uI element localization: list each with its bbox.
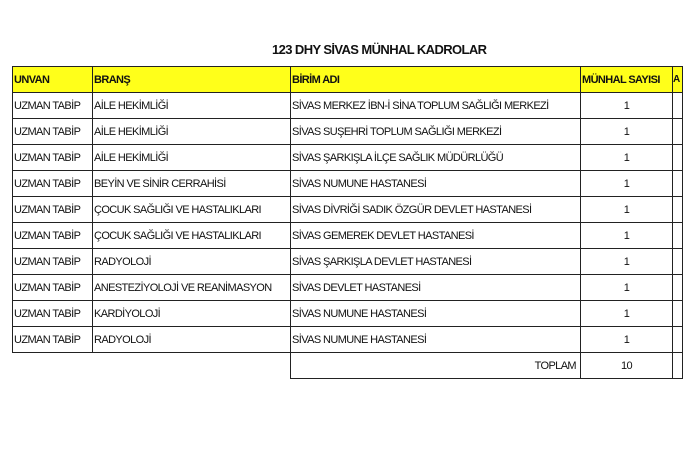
cell-munhal-sayisi: 1 <box>581 223 673 249</box>
cell-brans: ÇOCUK SAĞLIĞI VE HASTALIKLARI <box>93 197 291 223</box>
cell-unvan: UZMAN TABİP <box>13 171 93 197</box>
cell-cut-column <box>673 197 683 223</box>
table-row <box>13 327 683 353</box>
cell-cut-column <box>673 249 683 275</box>
cell-munhal-sayisi: 1 <box>581 119 673 145</box>
cell-unvan: UZMAN TABİP <box>13 275 93 301</box>
header-row <box>13 67 683 93</box>
cell-unvan: UZMAN TABİP <box>13 93 93 119</box>
header-brans: BRANŞ <box>93 67 291 93</box>
cell-cut-column <box>673 93 683 119</box>
cell-cut-column <box>673 145 683 171</box>
cell-brans: KARDİYOLOJİ <box>93 301 291 327</box>
cell-birim-adi: SİVAS DEVLET HASTANESİ <box>291 275 581 301</box>
header-cut-column: A <box>673 67 683 93</box>
cell-cut-column <box>673 327 683 353</box>
cell-birim-adi: SİVAS DİVRİĞİ SADIK ÖZGÜR DEVLET HASTANESİ <box>291 197 581 223</box>
page-title: 123 DHY SİVAS MÜNHAL KADROLAR <box>272 42 487 57</box>
cell-cut-column <box>673 171 683 197</box>
cell-cut-column <box>673 353 683 379</box>
cell-birim-adi: SİVAS NUMUNE HASTANESİ <box>291 327 581 353</box>
header-munhal-sayisi: MÜNHAL SAYISI <box>581 67 673 93</box>
total-row <box>13 353 683 379</box>
cell-unvan: UZMAN TABİP <box>13 197 93 223</box>
table-row <box>13 301 683 327</box>
cell-birim-adi: SİVAS MERKEZ İBN-İ SİNA TOPLUM SAĞLIĞI MERKEZİ <box>291 93 581 119</box>
cell-munhal-sayisi: 1 <box>581 327 673 353</box>
cell-cut-column <box>673 119 683 145</box>
vacancy-table <box>12 66 683 379</box>
cell-brans: AİLE HEKİMLİĞİ <box>93 93 291 119</box>
cell-brans: BEYİN VE SİNİR CERRAHİSİ <box>93 171 291 197</box>
cell-unvan: UZMAN TABİP <box>13 249 93 275</box>
header-unvan: UNVAN <box>13 67 93 93</box>
total-label: TOPLAM <box>291 353 581 379</box>
table-row <box>13 93 683 119</box>
cell-brans: AİLE HEKİMLİĞİ <box>93 119 291 145</box>
cell-birim-adi: SİVAS NUMUNE HASTANESİ <box>291 171 581 197</box>
table-row <box>13 223 683 249</box>
cell-munhal-sayisi: 1 <box>581 145 673 171</box>
cell-munhal-sayisi: 1 <box>581 93 673 119</box>
cell-birim-adi: SİVAS ŞARKIŞLA DEVLET HASTANESİ <box>291 249 581 275</box>
cell-unvan: UZMAN TABİP <box>13 301 93 327</box>
total-value: 10 <box>581 353 673 379</box>
cell-cut-column <box>673 275 683 301</box>
cell-brans: RADYOLOJİ <box>93 249 291 275</box>
cell-munhal-sayisi: 1 <box>581 301 673 327</box>
table-row <box>13 197 683 223</box>
cell-cut-column <box>673 301 683 327</box>
blank-cell <box>93 353 291 379</box>
table-row <box>13 249 683 275</box>
blank-cell <box>13 353 93 379</box>
cell-brans: ÇOCUK SAĞLIĞI VE HASTALIKLARI <box>93 223 291 249</box>
cell-munhal-sayisi: 1 <box>581 197 673 223</box>
cell-unvan: UZMAN TABİP <box>13 119 93 145</box>
cell-birim-adi: SİVAS NUMUNE HASTANESİ <box>291 301 581 327</box>
cell-unvan: UZMAN TABİP <box>13 145 93 171</box>
table-row <box>13 275 683 301</box>
cell-brans: AİLE HEKİMLİĞİ <box>93 145 291 171</box>
table-row <box>13 145 683 171</box>
cell-munhal-sayisi: 1 <box>581 275 673 301</box>
cell-munhal-sayisi: 1 <box>581 171 673 197</box>
table-row <box>13 119 683 145</box>
cell-munhal-sayisi: 1 <box>581 249 673 275</box>
cell-brans: RADYOLOJİ <box>93 327 291 353</box>
cell-unvan: UZMAN TABİP <box>13 223 93 249</box>
table-row <box>13 171 683 197</box>
cell-birim-adi: SİVAS ŞARKIŞLA İLÇE SAĞLIK MÜDÜRLÜĞÜ <box>291 145 581 171</box>
cell-cut-column <box>673 223 683 249</box>
cell-brans: ANESTEZİYOLOJİ VE REANİMASYON <box>93 275 291 301</box>
cell-unvan: UZMAN TABİP <box>13 327 93 353</box>
header-birim-adi: BİRİM ADI <box>291 67 581 93</box>
cell-birim-adi: SİVAS GEMEREK DEVLET HASTANESİ <box>291 223 581 249</box>
cell-birim-adi: SİVAS SUŞEHRİ TOPLUM SAĞLIĞI MERKEZİ <box>291 119 581 145</box>
